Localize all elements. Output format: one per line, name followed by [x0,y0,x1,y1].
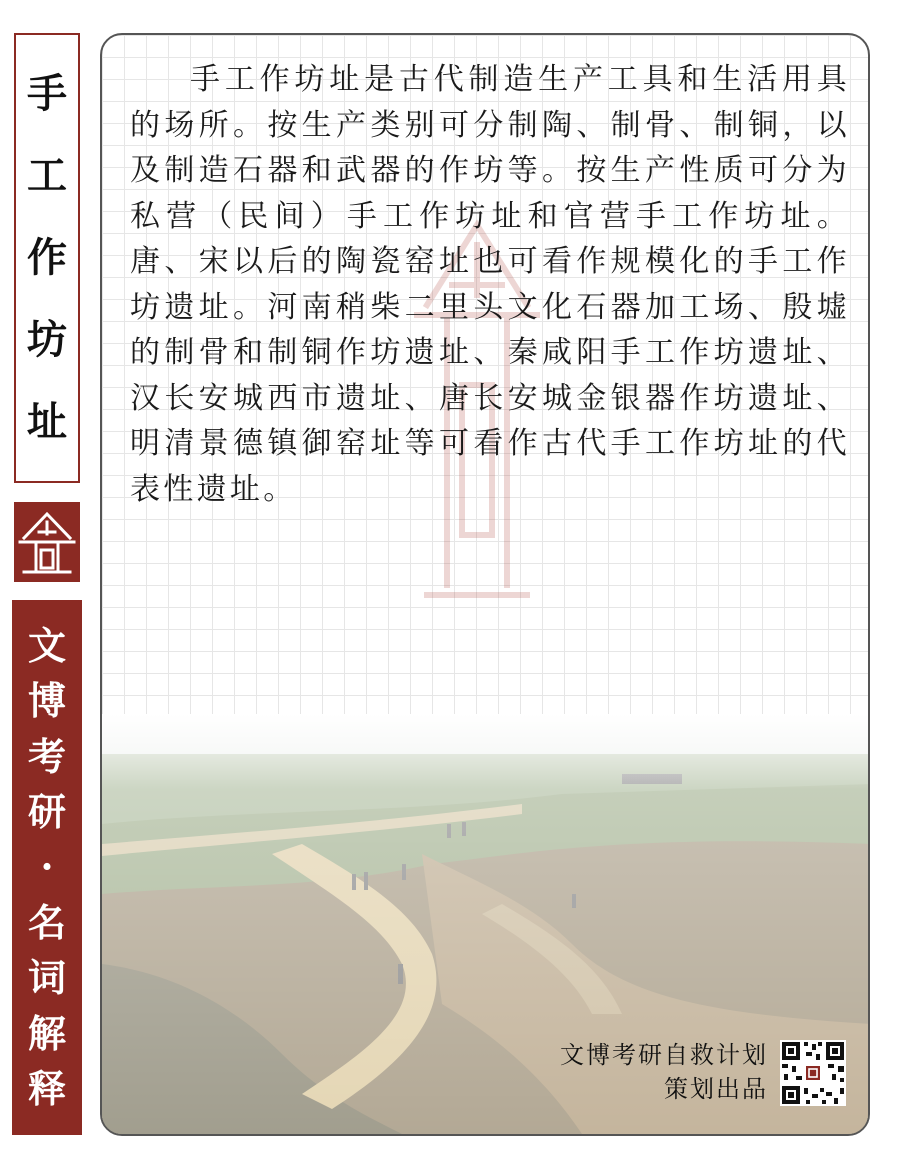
series-title-char: 博 [27,678,66,724]
content-card [100,33,870,1136]
series-title-char: 解 [27,1010,66,1056]
term-title-char: 坊 [27,316,67,363]
term-title-box [14,33,80,483]
credit-block [560,1038,768,1106]
qr-code-icon[interactable] [780,1040,846,1106]
term-title-char: 址 [27,398,67,445]
term-title-char: 工 [27,152,67,199]
term-title-char: 作 [27,234,67,281]
series-title-char: 文 [27,622,66,668]
series-title-char: 词 [27,955,66,1001]
series-title-char: 考 [27,733,66,779]
series-title-char: 名 [27,899,66,945]
series-title-char: · [40,844,54,890]
series-title-char: 释 [27,1066,66,1112]
series-banner [12,600,82,1135]
series-title-char: 研 [27,789,66,835]
archive-seal-icon [14,502,80,582]
credit-line-producer: 策划出品 [664,1075,768,1103]
credit-line-project: 文博考研自救计划 [560,1041,768,1069]
definition-paragraph: 手工作坊址是古代制造生产工具和生活用具的场所。按生产类别可分制陶、制骨、制铜，以及制造石器和武器的作坊等。按生产性质可分为私营（民间）手工作坊址和官营手工作坊址。唐、宋以后的陶瓷窑址也可看作规模化的手工作坊遗址。河南稍柴二里头文化石器加工场、殷墟的制骨和制铜作坊遗址、秦咸阳手工作坊遗址、汉长安城西市遗址、唐长安城金银器作坊遗址、明清景德镇御窑址等可看作古代手工作坊址的代表性遗址。 [130,62,850,507]
term-title-char: 手 [27,70,67,117]
